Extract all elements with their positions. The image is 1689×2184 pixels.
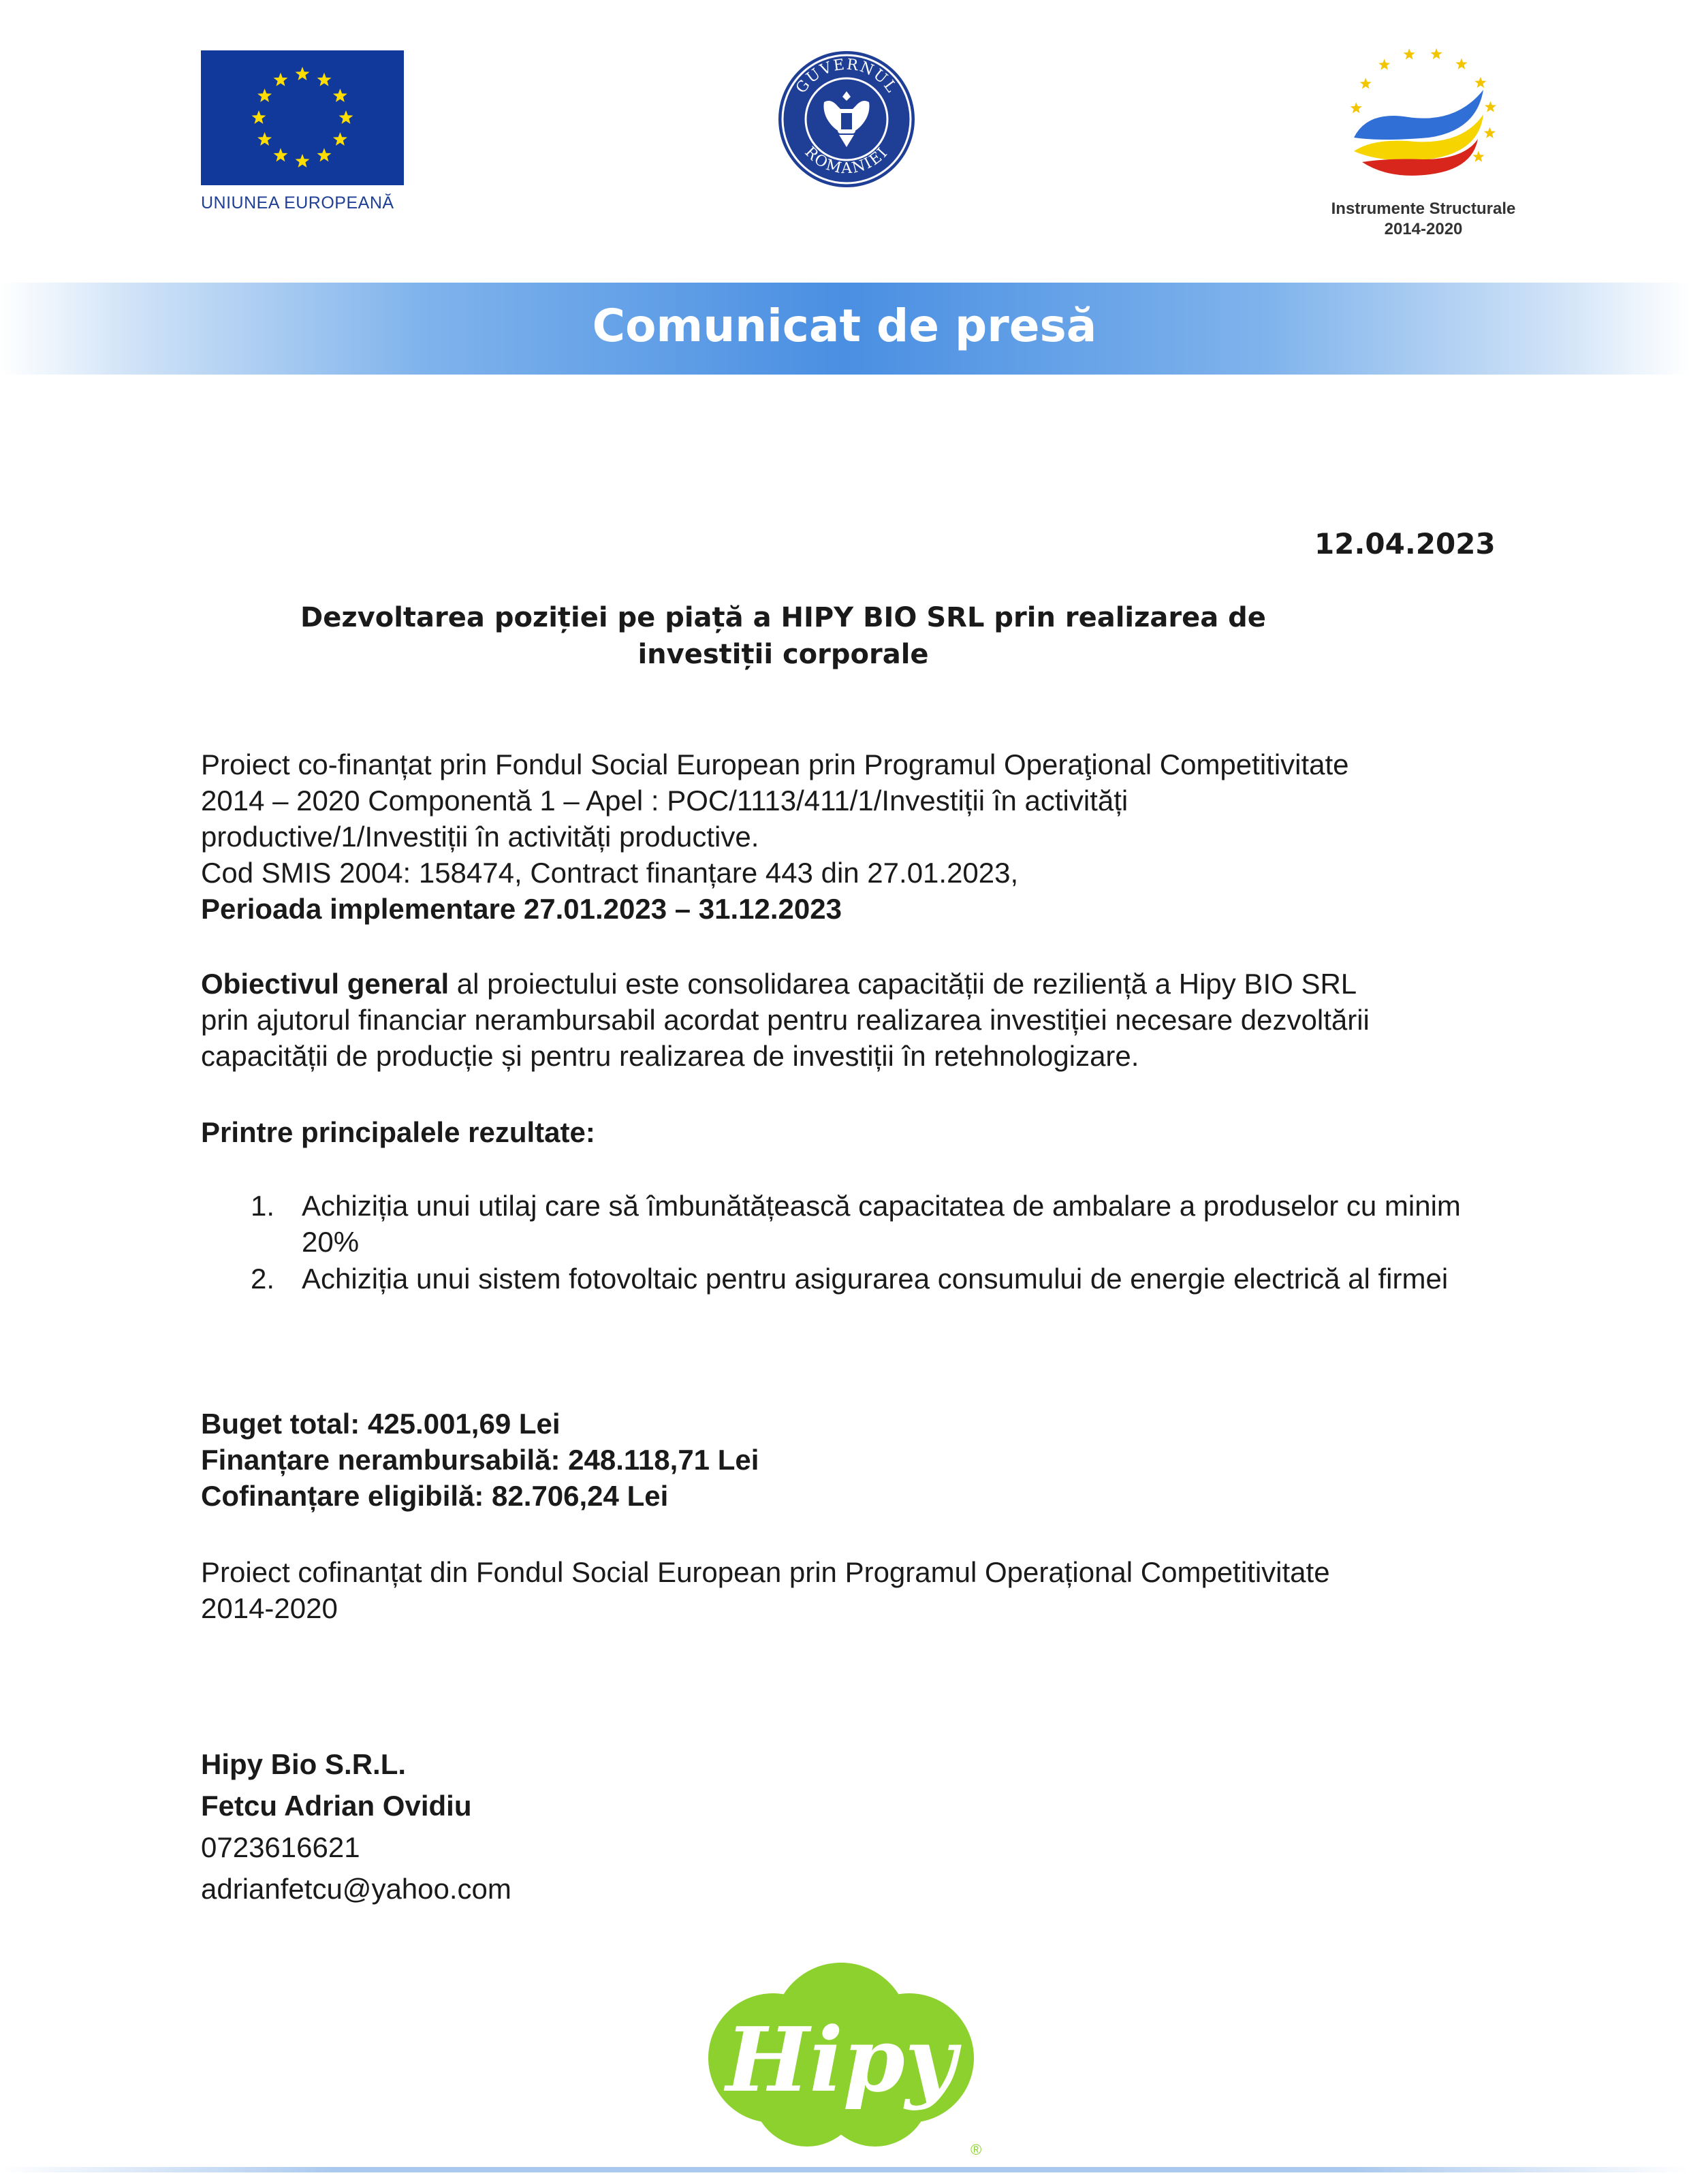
intro-paragraph [201, 746, 1495, 927]
contact-company: Hipy Bio S.R.L. [201, 1748, 407, 1780]
list-item [201, 1261, 1495, 1333]
eu-star-icon [274, 73, 288, 86]
seal-bottom-text: ROMÂNIEI [801, 144, 892, 178]
eu-star-icon [257, 89, 272, 102]
structural-instruments-caption [1314, 199, 1532, 240]
seal-top-text: GUVERNUL [793, 56, 901, 97]
eu-star-icon [296, 154, 310, 168]
budget-block [201, 1406, 1495, 1514]
eu-stars-icon [201, 50, 404, 185]
eu-star-icon [252, 110, 266, 124]
is-star-icon [1360, 78, 1372, 89]
eu-star-icon [274, 148, 288, 161]
is-star-icon [1378, 59, 1390, 69]
objective-line: capacității de producție și pentru realizarea de investiții în retehnologizare. [201, 1040, 1139, 1072]
list-item-text: Achiziția unui sistem fotovoltaic pentru asigurarea consumului de energie electrică al firmei [302, 1263, 1449, 1295]
eu-star-icon [317, 73, 332, 86]
eu-star-icon [296, 67, 310, 80]
cofinance-note-line: Proiect cofinanțat din Fondul Social European prin Programul Operațional Competitivitate [201, 1556, 1330, 1588]
structural-instruments-period: 2014-2020 [1384, 220, 1463, 238]
budget-cofinancing: Cofinanțare eligibilă: 82.706,24 Lei [201, 1480, 669, 1512]
structural-instruments-logo [1335, 42, 1512, 199]
eu-star-icon [333, 132, 347, 146]
document-title: Dezvoltarea poziției pe piață a HIPY BIO SRL prin realizarea de investiții corporale [300, 602, 1266, 670]
budget-non-refundable: Finanțare nerambursabilă: 248.118,71 Lei [201, 1444, 759, 1476]
contact-block [201, 1743, 1495, 1910]
footer-divider [0, 2167, 1689, 2172]
is-star-icon [1485, 101, 1496, 112]
contact-email: adrianfetcu@yahoo.com [201, 1873, 511, 1905]
intro-line: 2014 – 2020 Componentă 1 – Apel : POC/1113/411/1/Investiții în activități [201, 785, 1128, 817]
is-star-icon [1474, 77, 1486, 88]
intro-line: Proiect co-finanțat prin Fondul Social European prin Programul Operaţional Competitivitate [201, 748, 1349, 780]
is-star-icon [1404, 48, 1415, 59]
objective-paragraph [201, 966, 1495, 1074]
intro-line: productive/1/Investiții în activități productive. [201, 821, 759, 853]
trademark-symbol: ® [970, 2141, 982, 2158]
structural-instruments-name: Instrumente Structurale [1331, 200, 1516, 218]
list-item-number: 2. [251, 1263, 275, 1295]
hipy-logo-text: Hipy [725, 2008, 957, 2112]
is-star-icon [1472, 151, 1484, 161]
contact-phone: 0723616621 [201, 1831, 360, 1863]
eu-star-icon [257, 132, 272, 146]
romanian-government-seal [776, 49, 917, 189]
objective-text: al proiectului este consolidarea capacității de reziliență a Hipy BIO SRL [449, 968, 1357, 1000]
eu-star-icon [339, 110, 353, 124]
is-star-icon [1484, 127, 1496, 138]
is-star-icon [1431, 48, 1442, 59]
implementation-period: Perioada implementare 27.01.2023 – 31.12.2023 [201, 893, 842, 925]
intro-line: Cod SMIS 2004: 158474, Contract finanțare 443 din 27.01.2023, [201, 857, 1019, 889]
banner-title: Comunicat de presă [592, 300, 1097, 352]
contact-person: Fetcu Adrian Ovidiu [201, 1790, 472, 1822]
list-item-number: 1. [251, 1190, 275, 1222]
cofinance-note-line: 2014-2020 [201, 1592, 338, 1624]
list-item [201, 1188, 1495, 1260]
eu-star-icon [333, 89, 347, 102]
budget-total: Buget total: 425.001,69 Lei [201, 1408, 561, 1440]
list-item-text: Achiziția unui utilaj care să îmbunătățească capacitatea de ambalare a produselor cu minim 20% [302, 1190, 1461, 1258]
objective-line: prin ajutorul financiar nerambursabil acordat pentru realizarea investiției necesare dezvoltării [201, 1004, 1370, 1036]
release-date: 12.04.2023 [1314, 527, 1496, 560]
eu-flag-logo [201, 50, 404, 185]
eu-caption: UNIUNEA EUROPEANĂ [201, 193, 394, 212]
hipy-logo [691, 1956, 991, 2160]
eu-star-icon [317, 148, 332, 161]
results-heading: Printre principalele rezultate: [201, 1116, 595, 1148]
objective-label: Obiectivul general [201, 968, 449, 1000]
is-star-icon [1351, 102, 1362, 113]
cofinance-note [201, 1554, 1495, 1626]
is-star-icon [1455, 58, 1467, 69]
